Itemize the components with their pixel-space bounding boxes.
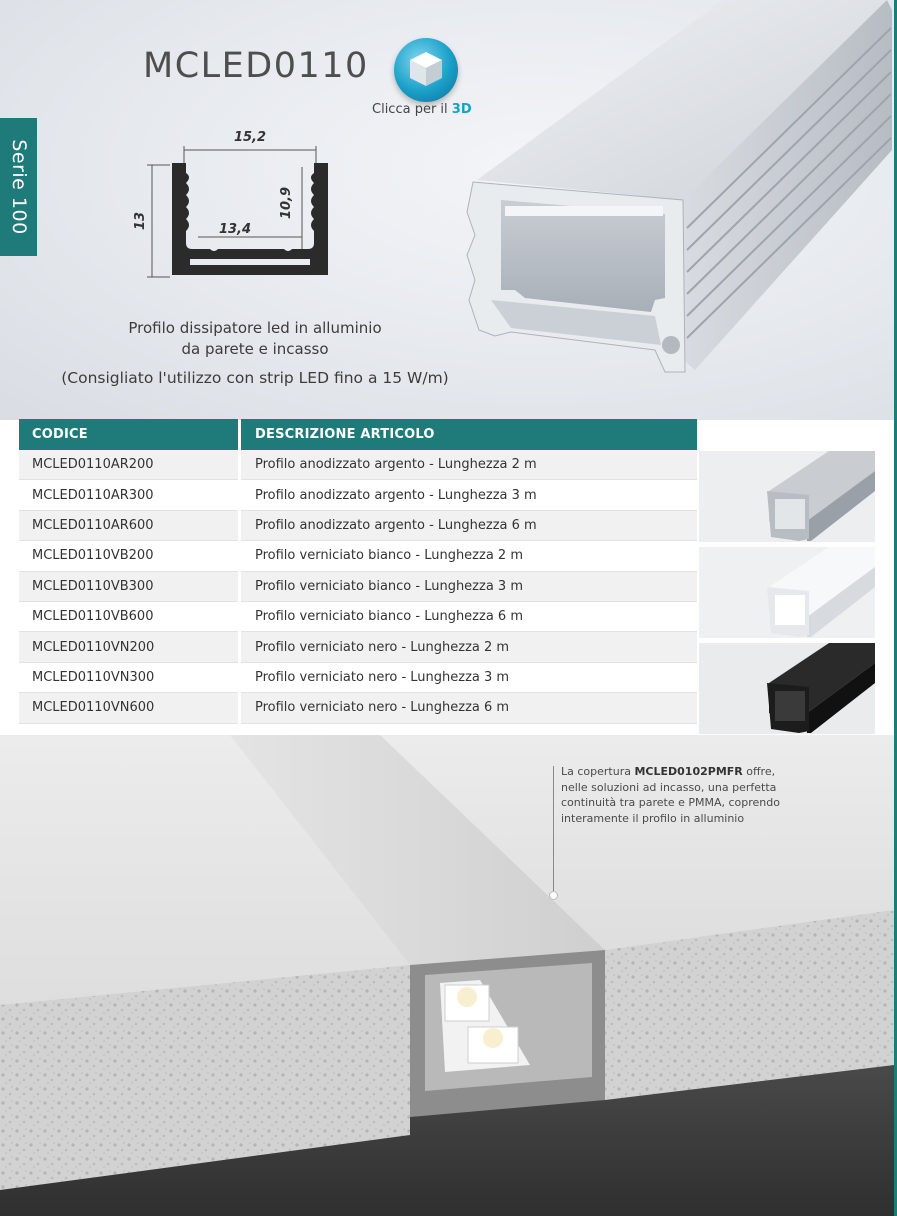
cell-description: Profilo verniciato nero - Lunghezza 6 m [241, 693, 697, 723]
dim-height-inner: 10,9 [279, 186, 294, 220]
article-table [19, 419, 697, 724]
description-line2: da parete e incasso [181, 340, 329, 358]
callout-text: offre, nelle soluzioni ad incasso, una perfetta continuità tra parete e PMMA, coprendo interamente il profilo in alluminio [561, 765, 780, 825]
serie-tab [0, 118, 37, 256]
table-row [19, 450, 697, 480]
cell-code: MCLED0110VB600 [19, 602, 238, 632]
cell-code: MCLED0110VN300 [19, 663, 238, 693]
cell-code: MCLED0110AR200 [19, 450, 238, 480]
dim-width-top: 15,2 [233, 130, 267, 145]
table-row [19, 541, 697, 571]
view-3d-text: Clicca per il [372, 102, 448, 117]
cover-callout [561, 764, 801, 826]
model-title: MCLED0110 [143, 46, 369, 86]
serie-label: Serie 100 [7, 139, 30, 235]
cell-description: Profilo anodizzato argento - Lunghezza 2 m [241, 450, 697, 480]
cell-code: MCLED0110VN200 [19, 632, 238, 662]
description-recommendation: (Consigliato l'utilizzo con strip LED fino a 15 W/m) [61, 369, 449, 387]
cell-description: Profilo verniciato bianco - Lunghezza 2 m [241, 541, 697, 571]
table-row [19, 632, 697, 662]
hero-section [0, 0, 897, 420]
callout-prefix: La copertura [561, 765, 631, 778]
cell-code: MCLED0110AR300 [19, 480, 238, 510]
dim-width-bottom: 13,4 [218, 222, 252, 237]
table-header [19, 419, 697, 450]
view-3d-label[interactable] [372, 102, 472, 117]
description-line1: Profilo dissipatore led in alluminio [128, 319, 382, 337]
table-row [19, 511, 697, 541]
table-row [19, 663, 697, 693]
cube-icon [408, 50, 444, 88]
callout-marker [549, 891, 558, 900]
table-body [19, 450, 697, 724]
dim-height-outer: 13 [133, 211, 148, 231]
product-description [40, 318, 470, 389]
column-header-description: DESCRIZIONE ARTICOLO [241, 419, 697, 450]
callout-leader-line [553, 766, 554, 894]
cell-code: MCLED0110AR600 [19, 511, 238, 541]
hero-product-render [455, 0, 895, 420]
table-row [19, 480, 697, 510]
thumbnail-white-profile [699, 547, 875, 638]
cell-description: Profilo verniciato bianco - Lunghezza 3 m [241, 572, 697, 602]
callout-product: MCLED0102PMFR [634, 765, 743, 778]
table-row [19, 602, 697, 632]
table-row [19, 693, 697, 723]
cell-code: MCLED0110VB200 [19, 541, 238, 571]
cell-description: Profilo verniciato nero - Lunghezza 3 m [241, 663, 697, 693]
cell-description: Profilo anodizzato argento - Lunghezza 3 m [241, 480, 697, 510]
cell-description: Profilo anodizzato argento - Lunghezza 6 m [241, 511, 697, 541]
profile-cross-section-drawing [130, 125, 350, 285]
finish-thumbnails [699, 451, 875, 739]
cell-description: Profilo verniciato nero - Lunghezza 2 m [241, 632, 697, 662]
cell-code: MCLED0110VB300 [19, 572, 238, 602]
thumbnail-black-profile [699, 643, 875, 734]
thumbnail-silver-profile [699, 451, 875, 542]
table-row [19, 572, 697, 602]
cell-description: Profilo verniciato bianco - Lunghezza 6 m [241, 602, 697, 632]
column-header-code: CODICE [19, 419, 238, 450]
view-3d-accent: 3D [451, 102, 472, 117]
cell-code: MCLED0110VN600 [19, 693, 238, 723]
view-3d-button[interactable] [394, 38, 458, 102]
